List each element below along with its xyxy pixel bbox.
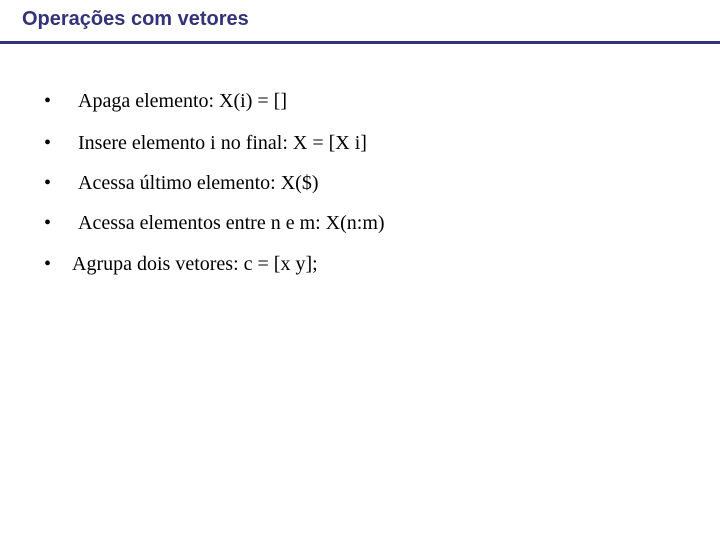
bullet-text: Acessa elementos entre n e m: X(n:m) (78, 212, 385, 234)
bullet-dot-icon: • (44, 212, 52, 234)
bullet-text: Apaga elemento: X(i) = [] (78, 90, 287, 112)
bullet-dot-icon: • (44, 132, 52, 154)
bullet-text: Insere elemento i no final: X = [X i] (78, 132, 367, 154)
bullet-text: Acessa último elemento: X($) (78, 172, 319, 194)
bullet-dot-icon: • (44, 253, 52, 275)
bullet-dot-icon: • (44, 172, 52, 194)
slide-title: Operações com vetores (22, 8, 249, 30)
bullet-text: Agrupa dois vetores: c = [x y]; (72, 253, 318, 275)
bullet-dot-icon: • (44, 90, 52, 112)
